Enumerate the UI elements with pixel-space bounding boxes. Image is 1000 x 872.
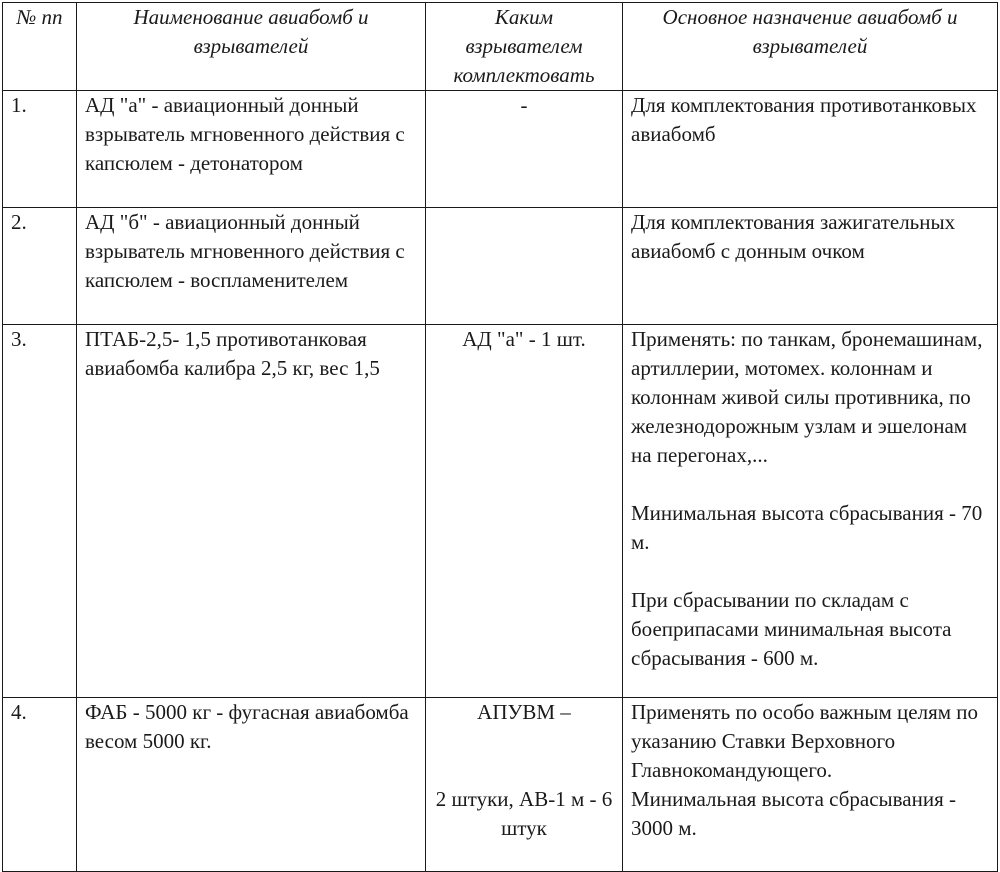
purpose-text: Для комплектования противотанковых авиабомб: [631, 93, 977, 146]
row-number: 3.: [3, 325, 77, 698]
row-purpose: [623, 325, 998, 698]
purpose-text: Для комплектования зажигательных авиабомб с донным очком: [631, 210, 956, 263]
paragraph-gap: [631, 470, 989, 499]
row-fuze: АД "а" - 1 шт.: [426, 325, 623, 698]
table-row: [3, 208, 998, 325]
row-purpose: [623, 698, 998, 872]
purpose-min-altitude: Минимальная высота сбрасывания - 70 м.: [631, 501, 983, 554]
row-number: 4.: [3, 698, 77, 872]
fuze-quantity: 2 штуки, АВ-1 м - 6 штук: [435, 787, 613, 840]
bombs-table: [2, 2, 998, 872]
row-name: ПТАБ-2,5- 1,5 противотанковая авиабомба калибра 2,5 кг, вес 1,5: [77, 325, 426, 698]
row-name: АД "а" - авиационный донный взрыватель мгновенного действия с капсюлем - детонатором: [77, 91, 426, 208]
fuze-primary: АПУВМ –: [477, 700, 571, 724]
purpose-usage: Применять по особо важным целям по указанию Ставки Верховного Главнокомандующего.: [631, 700, 979, 782]
row-fuze: -: [426, 91, 623, 208]
row-name: АД "б" - авиационный донный взрыватель мгновенного действия с капсюлем - воспламенителем: [77, 208, 426, 325]
row-number: 1.: [3, 91, 77, 208]
row-fuze: [426, 208, 623, 325]
purpose-depot-altitude: При сбрасывании по складам с боеприпасами минимальная высота сбрасывания - 600 м.: [631, 588, 952, 670]
header-purpose: Основное назначение авиабомб и взрывателей: [623, 3, 998, 91]
header-name: Наименование авиабомб и взрывателей: [77, 3, 426, 91]
table-row: [3, 325, 998, 698]
purpose-usage: Применять: по танкам, бронемашинам, артиллерии, мотомех. колоннам и колоннам живой силы противника, по железнодорожным узлам и эшелонам на перегонах,...: [631, 327, 983, 467]
table-row: [3, 698, 998, 872]
table-row: [3, 91, 998, 208]
purpose-min-altitude: Минимальная высота сбрасывания - 3000 м.: [631, 787, 956, 840]
row-purpose: [623, 91, 998, 208]
row-purpose: [623, 208, 998, 325]
row-name: ФАБ - 5000 кг - фугасная авиабомба весом 5000 кг.: [77, 698, 426, 872]
row-number: 2.: [3, 208, 77, 325]
table-header-row: [3, 3, 998, 91]
fuze-gap: [434, 727, 614, 785]
header-number: № пп: [3, 3, 77, 91]
paragraph-gap: [631, 557, 989, 586]
row-fuze: [426, 698, 623, 872]
header-fuze: Каким взрывателем комплектовать: [426, 3, 623, 91]
